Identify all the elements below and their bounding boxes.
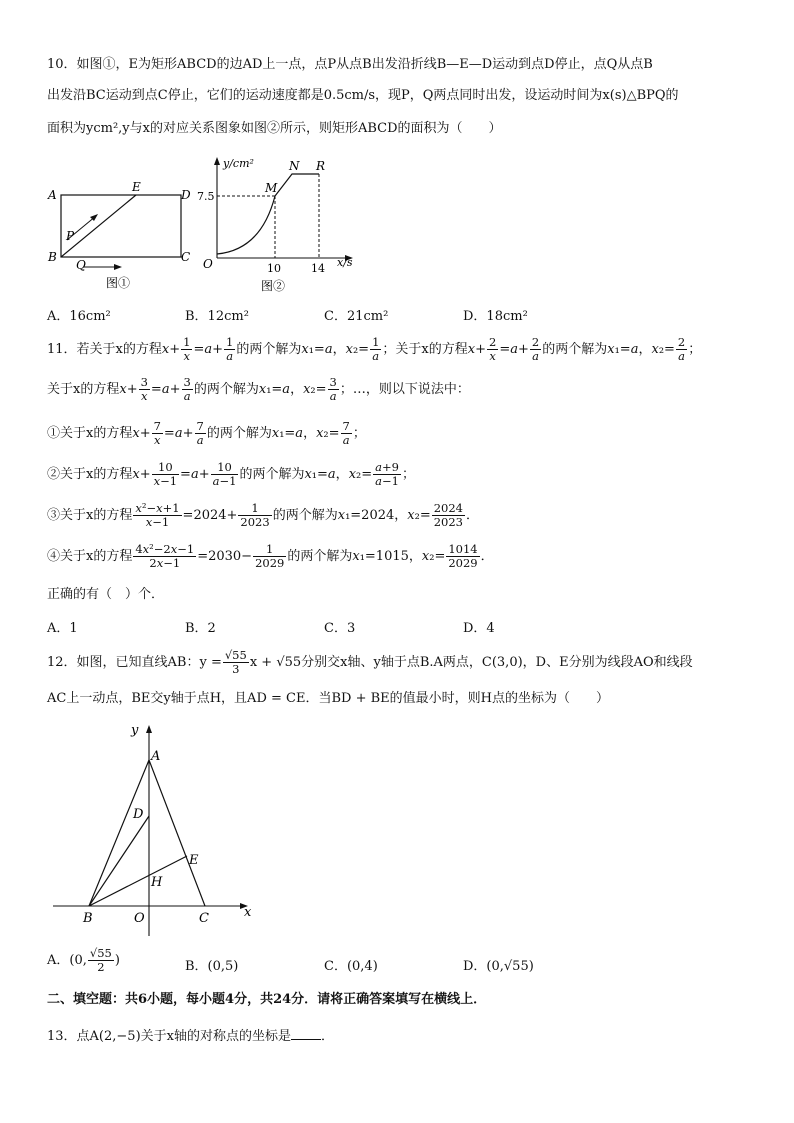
q11-statement-2: ②关于x的方程x+ $\frac{10}{x-1}$ =a+ $\frac{10}{a-1}$ 的两个解为x₁=a，x₂= $\frac{a+9}{a-1}$ ； — [47, 460, 415, 488]
q10-option-c: C．21cm² — [324, 309, 389, 324]
label-r: R — [316, 159, 326, 173]
label-a: A — [48, 188, 57, 202]
label-o-point: O — [134, 911, 145, 926]
label-b-point: B — [83, 911, 93, 926]
graph-figure — [195, 152, 370, 294]
q11-statement-4: ④关于x的方程 $\frac{\text{4x²−2x−1}}{2x-1}$ =2030− $\frac{1}{2029}$ 的两个解为x₁=1015，x₂= $\frac{1014}{2029}$ ． — [47, 542, 494, 570]
label-n: N — [289, 159, 300, 173]
rectangle-figure — [40, 172, 200, 292]
section-2-heading: 二、填空题：共6小题，每小题4分，共24分．请将正确答案填写在横线上． — [47, 992, 487, 1007]
label-x: x — [244, 905, 252, 920]
q10-option-b: B．12cm² — [185, 309, 249, 324]
q11-option-d: D．4 — [463, 621, 495, 636]
x-axis-label: x/s — [337, 256, 353, 269]
label-p: P — [66, 229, 75, 243]
triangle-figure — [45, 718, 265, 940]
label-b: B — [48, 250, 57, 264]
label-q: Q — [76, 258, 86, 272]
q11-option-a: A．1 — [47, 621, 78, 636]
q10-line-1: 10．如图①，E为矩形ABCD的边AD上一点，点P从点B出发沿折线B—E—D运动到点D停止，点Q从点B — [47, 57, 653, 72]
q12-line-2: AC上一动点，BE交y轴于点H，且AD = CE．当BD + BE的值最小时，则H点的坐标为（ ） — [47, 691, 609, 706]
label-y: y — [131, 723, 139, 738]
q10-option-d: D．18cm² — [463, 309, 528, 324]
q12-option-a: A．(0, $\frac{√55}{2}$ ) — [47, 946, 120, 974]
label-c-point: C — [199, 911, 209, 926]
q11-line-7: 正确的有（ ）个． — [47, 587, 165, 602]
label-e: E — [132, 180, 141, 194]
label-c: C — [181, 250, 191, 264]
label-h-point: H — [151, 875, 163, 890]
q10-option-a: A．16cm² — [47, 309, 111, 324]
origin-label: O — [203, 257, 213, 271]
figure-2-caption: 图② — [261, 279, 286, 293]
answer-blank[interactable] — [291, 1039, 321, 1040]
q11-statement-1: ①关于x的方程x+ $\frac{7}{x}$ =a+ $\frac{7}{a}$ 的两个解为x₁=a，x₂= $\frac{7}{a}$ ； — [47, 419, 366, 447]
q11-statement-3: ③关于x的方程 $\frac{\text{x²−x+1}}{x-1}$ =2024+ $\frac{1}{2023}$ 的两个解为x₁=2024，x₂= $\frac{2024}{2023}$ ． — [47, 501, 480, 529]
q11-line-2: 关于x的方程x+ $\frac{3}{x}$ =a+ $\frac{3}{a}$ 的两个解为x₁=a，x₂= $\frac{3}{a}$ ；…，则以下说法中： — [47, 375, 470, 403]
label-d-point: D — [133, 807, 144, 822]
q12-line-1: 12．如图，已知直线AB：y = $\frac{√55}{3}$ x + √55分别交x轴、y轴于点B.A两点，C(3,0)，D、E分别为线段AO和线段 — [47, 648, 693, 676]
y-axis-label: y/cm² — [223, 157, 254, 170]
label-e-point: E — [189, 853, 199, 868]
q11-option-c: C．3 — [324, 621, 356, 636]
label-m: M — [265, 181, 278, 195]
q12-option-b: B．(0,5) — [185, 959, 239, 974]
figure-1-caption: 图① — [106, 276, 131, 290]
label-d: D — [181, 188, 191, 202]
label-a-point: A — [151, 749, 161, 764]
x-tick-10: 10 — [267, 262, 281, 275]
q11-line-1: 11．若关于x的方程x+ $\frac{1}{x}$ =a+ $\frac{1}{a}$ 的两个解为x₁=a，x₂= $\frac{1}{a}$ ；关于x的方程x+ $\frac{2}{x}$ =a+ $\frac{2}{a}$ 的两个解为x₁=a，x₂= $\frac{2}{a}$ ； — [47, 335, 702, 363]
q10-line-2: 出发沿BC运动到点C停止，它们的运动速度都是0.5cm/s，现P，Q两点同时出发，设运动时间为x(s)△BPQ的 — [47, 88, 679, 103]
q11-option-b: B．2 — [185, 621, 216, 636]
q12-option-d: D．(0,√55) — [463, 959, 534, 974]
q10-line-3: 面积为ycm²,y与x的对应关系图象如图②所示，则矩形ABCD的面积为（ ） — [47, 121, 502, 136]
q13-line: 13．点A(2,−5)关于x轴的对称点的坐标是 ． — [47, 1029, 334, 1044]
q12-option-c: C．(0,4) — [324, 959, 378, 974]
x-tick-14: 14 — [311, 262, 325, 275]
y-tick-7-5: 7.5 — [197, 190, 215, 203]
